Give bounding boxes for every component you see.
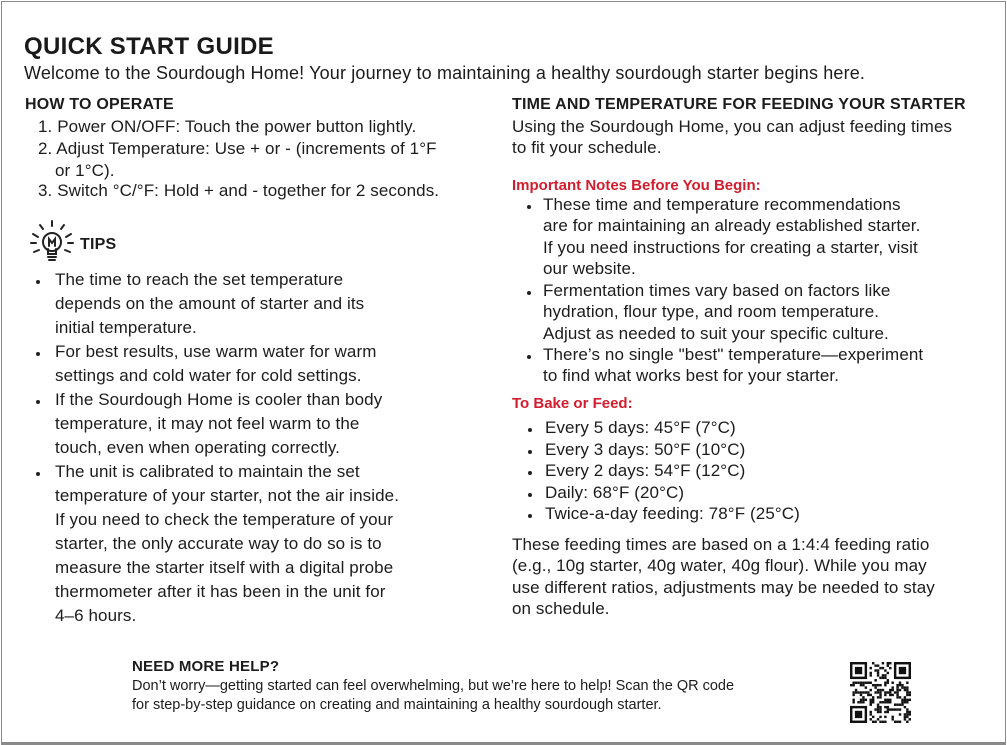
bullet [528,471,532,475]
tip-line: measure the starter itself with a digital probe [55,558,394,577]
note-line: hydration, flour type, and room temperature. [543,302,880,321]
operate-step: or 1°C). [55,161,115,180]
bullet [36,280,40,284]
bullet [528,514,532,518]
ratio-line: use different ratios, adjustments may be needed to stay [512,578,935,597]
schedule-item: Twice-a-day feeding: 78°F (25°C) [545,504,800,523]
tip-line: The time to reach the set temperature [55,270,344,289]
bullet [527,205,531,209]
bullet [36,472,40,476]
ratio-line: on schedule. [512,599,610,618]
note-line: Adjust as needed to suit your specific culture. [543,324,889,343]
bullet [36,400,40,404]
bake-heading: To Bake or Feed: [512,395,633,412]
tip-line: depends on the amount of starter and its [55,294,365,313]
tip-line: 4–6 hours. [55,606,137,625]
note-line: Fermentation times vary based on factors like [543,281,891,300]
feeding-intro: Using the Sourdough Home, you can adjust feeding times [512,117,953,136]
bullet [528,450,532,454]
schedule-item: Every 2 days: 54°F (12°C) [545,461,746,480]
note-line: There’s no single "best" temperature—experiment [543,345,924,364]
operate-step: 2. Adjust Temperature: Use + or - (increments of 1°F [38,139,437,158]
tip-line: If the Sourdough Home is cooler than body [55,390,383,409]
schedule-item: Every 5 days: 45°F (7°C) [545,418,736,437]
tip-line: For best results, use warm water for warm [55,342,377,361]
schedule-item: Daily: 68°F (20°C) [545,483,685,502]
bullet [527,291,531,295]
page-title: QUICK START GUIDE [24,33,274,60]
bullet [528,428,532,432]
operate-heading: HOW TO OPERATE [25,96,174,113]
help-line: Don’t worry—getting started can feel overwhelming, but we’re here to help! Scan the QR code [132,678,735,694]
note-line: These time and temperature recommendations [543,195,901,214]
lightbulb-icon [28,218,76,268]
bullet [528,493,532,497]
tip-line: initial temperature. [55,318,197,337]
tip-line: temperature of your starter, not the air inside. [55,486,400,505]
ratio-line: (e.g., 10g starter, 40g water, 40g flour). While you may [512,556,927,575]
schedule-item: Every 3 days: 50°F (10°C) [545,440,746,459]
qr-code-icon[interactable] [850,662,911,723]
help-line: for step-by-step guidance on creating and maintaining a healthy sourdough starter. [132,697,662,713]
feeding-heading: TIME AND TEMPERATURE FOR FEEDING YOUR STARTER [512,96,966,113]
note-line: If you need instructions for creating a starter, visit [543,238,918,257]
help-heading: NEED MORE HELP? [132,658,280,675]
operate-step: 3. Switch °C/°F: Hold + and - together for 2 seconds. [38,181,440,200]
note-line: to find what works best for your starter. [543,366,840,385]
note-line: our website. [543,259,636,278]
tip-line: touch, even when operating correctly. [55,438,340,457]
ratio-line: These feeding times are based on a 1:4:4 feeding ratio [512,535,930,554]
tip-line: temperature, it may not feel warm to the [55,414,360,433]
tip-line: settings and cold water for cold settings. [55,366,362,385]
notes-heading: Important Notes Before You Begin: [512,177,761,194]
tip-line: The unit is calibrated to maintain the set [55,462,360,481]
feeding-intro: to fit your schedule. [512,138,662,157]
tip-line: thermometer after it has been in the unit for [55,582,386,601]
tip-line: If you need to check the temperature of your [55,510,393,529]
bullet [527,355,531,359]
operate-step: 1. Power ON/OFF: Touch the power button lightly. [38,117,417,136]
note-line: are for maintaining an already established starter. [543,216,921,235]
welcome-text: Welcome to the Sourdough Home! Your journey to maintaining a healthy sourdough starter begins here. [24,63,866,83]
tips-heading: TIPS [80,236,117,253]
bullet [36,352,40,356]
tip-line: starter, the only accurate way to do so is to [55,534,382,553]
